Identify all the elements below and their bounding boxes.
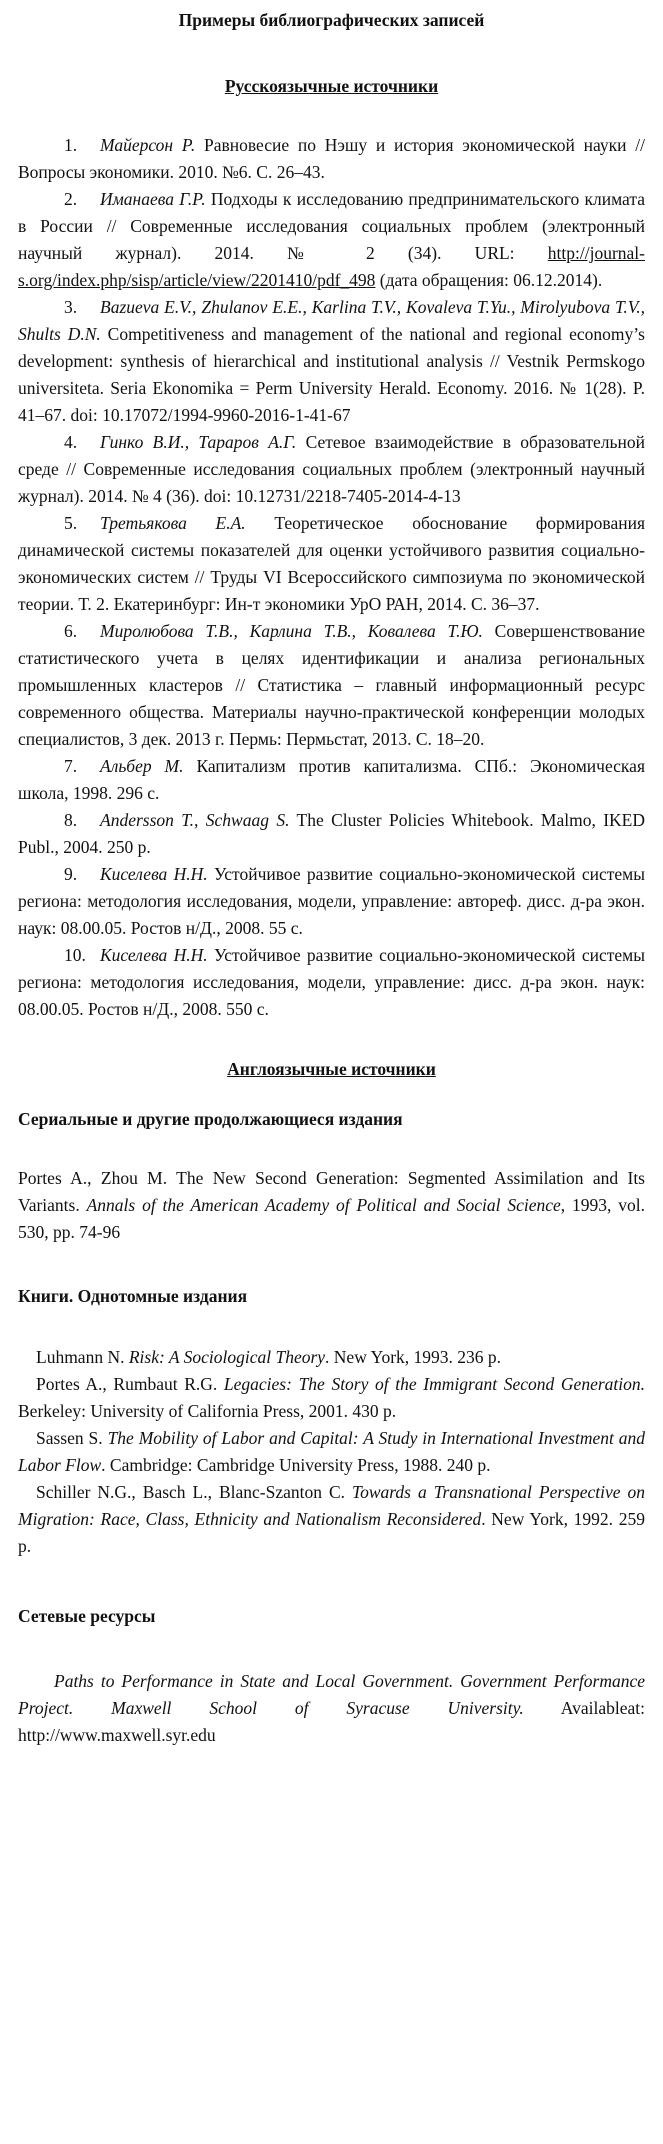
book-details: . New York, 1992. 259 p.	[18, 1509, 646, 1556]
ref-text: Капитализм против капитализма. СПб.: Экономическая школа, 1998. 296 с.	[18, 756, 645, 803]
ref-number: 9.	[64, 864, 78, 884]
ref-author: Киселева Н.Н.	[100, 945, 208, 965]
ref-author: Bazueva E.V., Zhulanov E.E., Karlina T.V., Kovaleva T.Yu., Mirolyubova T.V., Shults D.N.	[18, 297, 645, 344]
ref-item-8	[18, 807, 645, 861]
book-entry-4	[18, 1479, 645, 1560]
ref-number: 7.	[64, 756, 78, 776]
book-title: Towards a Transnational Perspective on Migration: Race, Class, Ethnicity and Nationalism Reconsidered	[18, 1482, 645, 1529]
books-heading: Книги. Однотомные издания	[18, 1286, 248, 1306]
ref-number: 1.	[64, 135, 78, 155]
ref-number: 3.	[64, 297, 78, 317]
ref-item-2	[18, 186, 645, 294]
document-title: Примеры библиографических записей	[178, 10, 485, 30]
serial-entry-authors: Portes A., Zhou M. The New Second Generation: Segmented Assimilation and Its Variants.	[18, 1168, 645, 1215]
ref-number: 8.	[64, 810, 78, 830]
book-title: Risk: A Sociological Theory	[128, 1347, 326, 1367]
ref-author: Гинко В.И., Тараров А.Г.	[100, 432, 297, 452]
ref-text: Устойчивое развитие социально-экономической системы региона: методология исследования, модели, управление: автореф. дисс. д-ра экон. наук: 08.00.05. Ростов н/Д., 2008. 55 с.	[18, 864, 645, 938]
ref-number: 6.	[64, 621, 78, 641]
ref-item-6	[18, 618, 645, 753]
ref-author: Иманаева Г.Р.	[100, 189, 206, 209]
ref-text: Сетевое взаимодействие в образовательной среде // Современные исследования социальных проблем (электронный научный журнал). 2014. № 4 (36). doi: 10.12731/2218-7405-2014-4-13	[18, 432, 645, 506]
russian-sources-heading: Русскоязычные источники	[224, 76, 439, 96]
book-entry-1	[18, 1344, 645, 1371]
ref-number: 4.	[64, 432, 78, 452]
ref-author: Альбер М.	[100, 756, 184, 776]
web-entry-title: Paths to Performance in State and Local Government. Government Performance Project. Maxwell School of Syracuse University.	[18, 1671, 645, 1718]
book-title: The Mobility of Labor and Capital: A Study in International Investment and Labor Flow	[18, 1428, 645, 1475]
ref-item-3	[18, 294, 645, 429]
english-sources-heading: Англоязычные источники	[227, 1059, 436, 1079]
ref-text-after: (дата обращения: 06.12.2014).	[375, 270, 603, 290]
ref-author: Киселева Н.Н.	[100, 864, 208, 884]
ref-number: 10.	[64, 945, 86, 965]
ref-number: 5.	[64, 513, 78, 533]
ref-url-link[interactable]: http://journal-s.org/index.php/sisp/article/view/2201410/pdf_498	[18, 243, 645, 290]
ref-text: Совершенствование статистического учета в целях идентификации и анализа региональных промышленных кластеров // Статистика – главный информационный ресурс современного общества. Материалы научно-практической конференции молодых специалистов, 3 дек. 2013 г. Пермь: Пермьстат, 2013. С. 18–20.	[18, 621, 645, 749]
ref-text: Подходы к исследованию предпринимательского климата в России // Современные исследования социальных проблем (электронный научный журнал). 2014. № 2 (34). URL:	[18, 189, 645, 263]
ref-text: Теоретическое обоснование формирования динамической системы показателей для оценки устойчивого развития социально-экономических систем // Труды VI Всероссийского симпозиума по экономической теории. Т. 2. Екатеринбург: Ин-т экономики УрО РАН, 2014. С. 36–37.	[18, 513, 645, 614]
book-authors: Portes A., Rumbaut R.G.	[36, 1374, 224, 1394]
ref-item-1	[18, 132, 645, 186]
book-details: Berkeley: University of California Press, 2001. 430 p.	[18, 1401, 397, 1421]
book-entry-3	[18, 1425, 645, 1479]
serials-heading: Сериальные и другие продолжающиеся издания	[18, 1109, 403, 1129]
book-details: . Cambridge: Cambridge University Press, 1988. 240 p.	[101, 1455, 491, 1475]
book-authors: Sassen S.	[36, 1428, 108, 1448]
ref-author: Andersson T., Schwaag S.	[100, 810, 290, 830]
ref-author: Майерсон Р.	[100, 135, 196, 155]
web-entry-link[interactable]: Availableat: http://www.maxwell.syr.edu	[18, 1698, 645, 1745]
serial-entry-details: , 1993, vol. 530, pp. 74-96	[18, 1195, 645, 1242]
ref-text: Равновесие по Нэшу и история экономической науки // Вопросы экономики. 2010. №6. С. 26–43.	[18, 135, 645, 182]
ref-item-5	[18, 510, 645, 618]
ref-item-9	[18, 861, 645, 942]
serial-entry-journal: Annals of the American Academy of Political and Social Science	[86, 1195, 561, 1215]
ref-number: 2.	[64, 189, 78, 209]
web-resources-heading: Сетевые ресурсы	[18, 1606, 156, 1626]
ref-author: Третьякова Е.А.	[100, 513, 246, 533]
book-details: . New York, 1993. 236 p.	[325, 1347, 502, 1367]
book-authors: Schiller N.G., Basch L., Blanc-Szanton C.	[36, 1482, 352, 1502]
russian-sources-list	[18, 132, 645, 1023]
ref-text: The Cluster Policies Whitebook. Malmo, IKED Publ., 2004. 250 p.	[18, 810, 645, 857]
ref-text: Competitiveness and management of the national and regional economy’s development: synthesis of hierarchical and institutional analysis // Vestnik Permskogo universiteta. Seria Ekonomika = Perm University Herald. Economy. 2016. № 1(28). P. 41–67. doi: 10.17072/1994-9960-2016-1-41-67	[18, 324, 645, 425]
ref-item-10	[18, 942, 645, 1023]
book-authors: Luhmann N.	[36, 1347, 129, 1367]
ref-author: Миролюбова Т.В., Карлина Т.В., Ковалева Т.Ю.	[100, 621, 483, 641]
ref-item-7	[18, 753, 645, 807]
ref-item-4	[18, 429, 645, 510]
ref-text: Устойчивое развитие социально-экономической системы региона: методология исследования, модели, управление: дисс. д-ра экон. наук: 08.00.05. Ростов н/Д., 2008. 550 с.	[18, 945, 645, 1019]
book-title: Legacies: The Story of the Immigrant Second Generation.	[223, 1374, 645, 1394]
serial-entry	[18, 1165, 645, 1246]
web-entry	[18, 1668, 645, 1749]
book-entry-2	[18, 1371, 645, 1425]
